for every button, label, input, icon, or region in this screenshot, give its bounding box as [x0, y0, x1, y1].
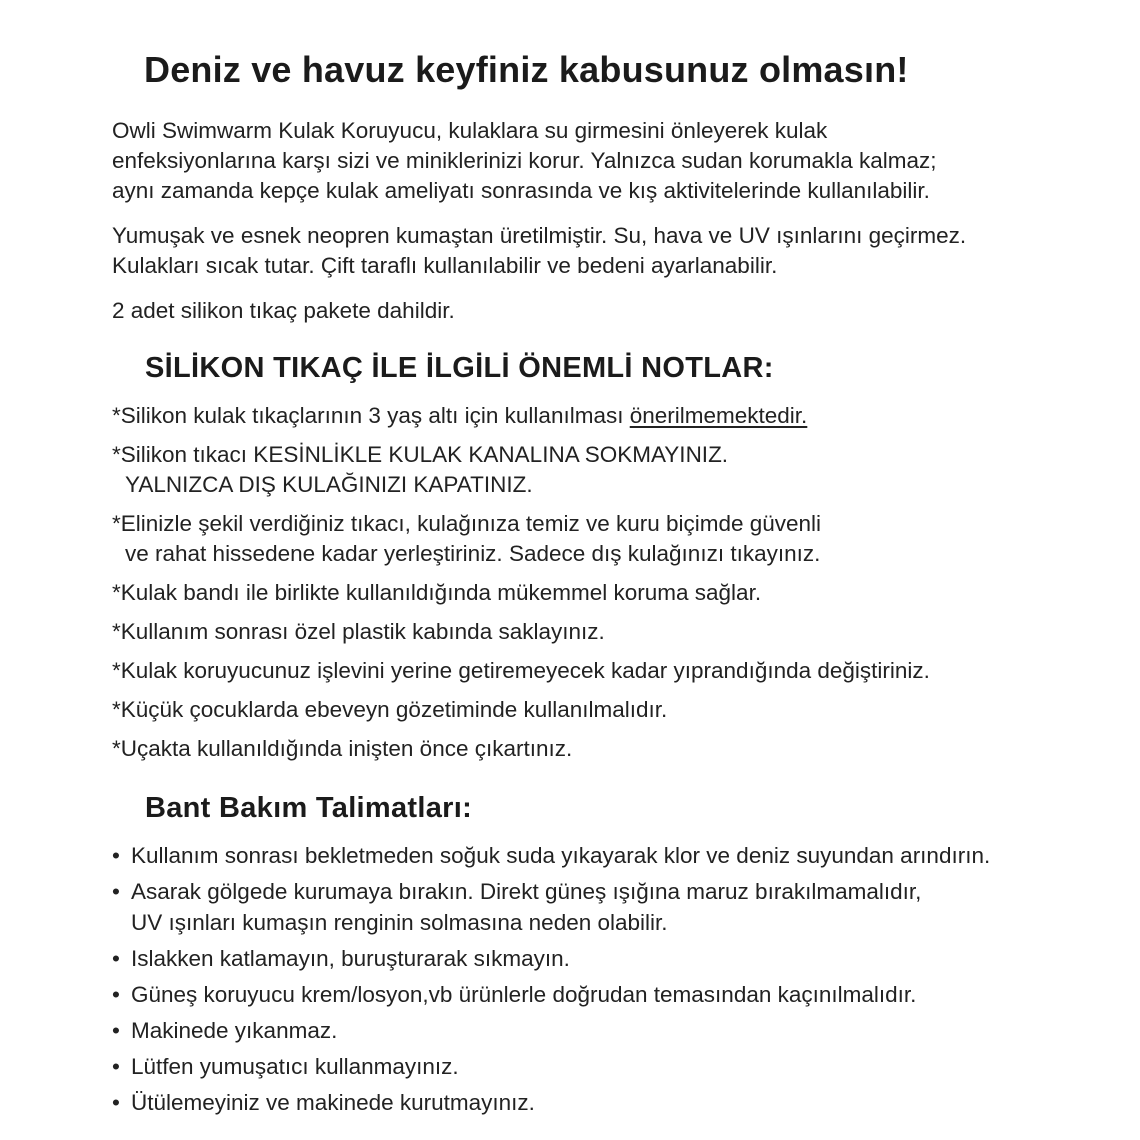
intro-paragraph-2: [112, 221, 1080, 281]
care-item: [112, 1087, 1080, 1118]
paragraph-line: Yumuşak ve esnek neopren kumaştan üretilmiştir. Su, hava ve UV ışınlarını geçirmez.: [112, 223, 967, 248]
care-instructions-list: [112, 840, 1080, 1118]
note-line: [112, 401, 1080, 431]
silicone-note: [112, 656, 1080, 686]
bullet-icon: •: [112, 982, 120, 1007]
silicone-notes-list: [112, 401, 1080, 764]
note-line: *Kullanım sonrası özel plastik kabında saklayınız.: [112, 619, 605, 644]
silicone-note: [112, 401, 1080, 431]
care-line: Islakken katlamayın, buruşturarak sıkmayın.: [131, 946, 570, 971]
care-item: [112, 943, 1080, 974]
silicone-note: [112, 734, 1080, 764]
care-item-text: [131, 840, 990, 871]
note-line: *Silikon tıkacı KESİNLİKLE KULAK KANALINA SOKMAYINIZ.: [112, 442, 729, 467]
silicone-note: [112, 695, 1080, 725]
care-line: Asarak gölgede kurumaya bırakın. Direkt güneş ışığına maruz bırakılmamalıdır,: [131, 879, 922, 904]
care-section-heading: Bant Bakım Talimatları:: [145, 792, 473, 824]
care-item-text: [131, 943, 570, 974]
bullet-icon: •: [112, 1054, 120, 1079]
note-line: *Kulak koruyucunuz işlevini yerine getiremeyecek kadar yıprandığında değiştiriniz.: [112, 658, 930, 683]
bullet-icon: •: [112, 843, 120, 868]
note-line: *Kulak bandı ile birlikte kullanıldığında mükemmel koruma sağlar.: [112, 580, 762, 605]
paragraph-line: enfeksiyonlarına karşı sizi ve miniklerinizi korur. Yalnızca sudan korumakla kalmaz;: [112, 148, 937, 173]
care-item-text: [131, 1051, 459, 1082]
care-item: [112, 979, 1080, 1010]
silicone-note: [112, 509, 1080, 569]
care-item-text: [131, 1015, 337, 1046]
care-item: [112, 840, 1080, 871]
silicone-note: [112, 440, 1080, 500]
paragraph-line: Kulakları sıcak tutar. Çift taraflı kullanılabilir ve bedeni ayarlanabilir.: [112, 253, 778, 278]
silicone-note: [112, 617, 1080, 647]
intro-paragraph-1: [112, 116, 1080, 206]
care-item: [112, 1015, 1080, 1046]
care-item: [112, 1051, 1080, 1082]
care-line: Kullanım sonrası bekletmeden soğuk suda yıkayarak klor ve deniz suyundan arındırın.: [131, 843, 991, 868]
care-line: Makinede yıkanmaz.: [131, 1018, 338, 1043]
note-line: *Elinizle şekil verdiğiniz tıkacı, kulağınıza temiz ve kuru biçimde güvenli: [112, 511, 822, 536]
care-line: Lütfen yumuşatıcı kullanmayınız.: [131, 1054, 459, 1079]
care-item: [112, 876, 1080, 938]
underlined-term: önerilmemektedir.: [629, 403, 808, 428]
page-title: Deniz ve havuz keyfiniz kabusunuz olmasın!: [144, 49, 909, 90]
bullet-icon: •: [112, 946, 120, 971]
note-line: ve rahat hissedene kadar yerleştiriniz. Sadece dış kulağınızı tıkayınız.: [125, 541, 821, 566]
care-line: Güneş koruyucu krem/losyon,vb ürünlerle doğrudan temasından kaçınılmalıdır.: [131, 982, 917, 1007]
care-item-text: [131, 979, 916, 1010]
note-text: *Silikon kulak tıkaçlarının 3 yaş altı için kullanılması: [112, 403, 630, 428]
note-line: *Uçakta kullanıldığında inişten önce çıkartınız.: [112, 736, 573, 761]
paragraph-line: 2 adet silikon tıkaç pakete dahildir.: [112, 298, 455, 323]
care-item-text: [131, 876, 921, 938]
care-line: Ütülemeyiniz ve makinede kurutmayınız.: [131, 1090, 535, 1115]
paragraph-line: aynı zamanda kepçe kulak ameliyatı sonrasında ve kış aktivitelerinde kullanılabilir.: [112, 178, 930, 203]
silicone-section-heading: SİLİKON TIKAÇ İLE İLGİLİ ÖNEMLİ NOTLAR:: [145, 352, 774, 384]
care-item-text: [131, 1087, 535, 1118]
note-line: *Küçük çocuklarda ebeveyn gözetiminde kullanılmalıdır.: [112, 697, 668, 722]
care-line: UV ışınları kumaşın renginin solmasına neden olabilir.: [131, 910, 668, 935]
bullet-icon: •: [112, 1018, 120, 1043]
bullet-icon: •: [112, 1090, 120, 1115]
paragraph-line: Owli Swimwarm Kulak Koruyucu, kulaklara su girmesini önleyerek kulak: [112, 118, 828, 143]
note-line: YALNIZCA DIŞ KULAĞINIZI KAPATINIZ.: [125, 472, 533, 497]
bullet-icon: •: [112, 879, 120, 904]
silicone-note: [112, 578, 1080, 608]
intro-paragraph-3: [112, 296, 1080, 326]
